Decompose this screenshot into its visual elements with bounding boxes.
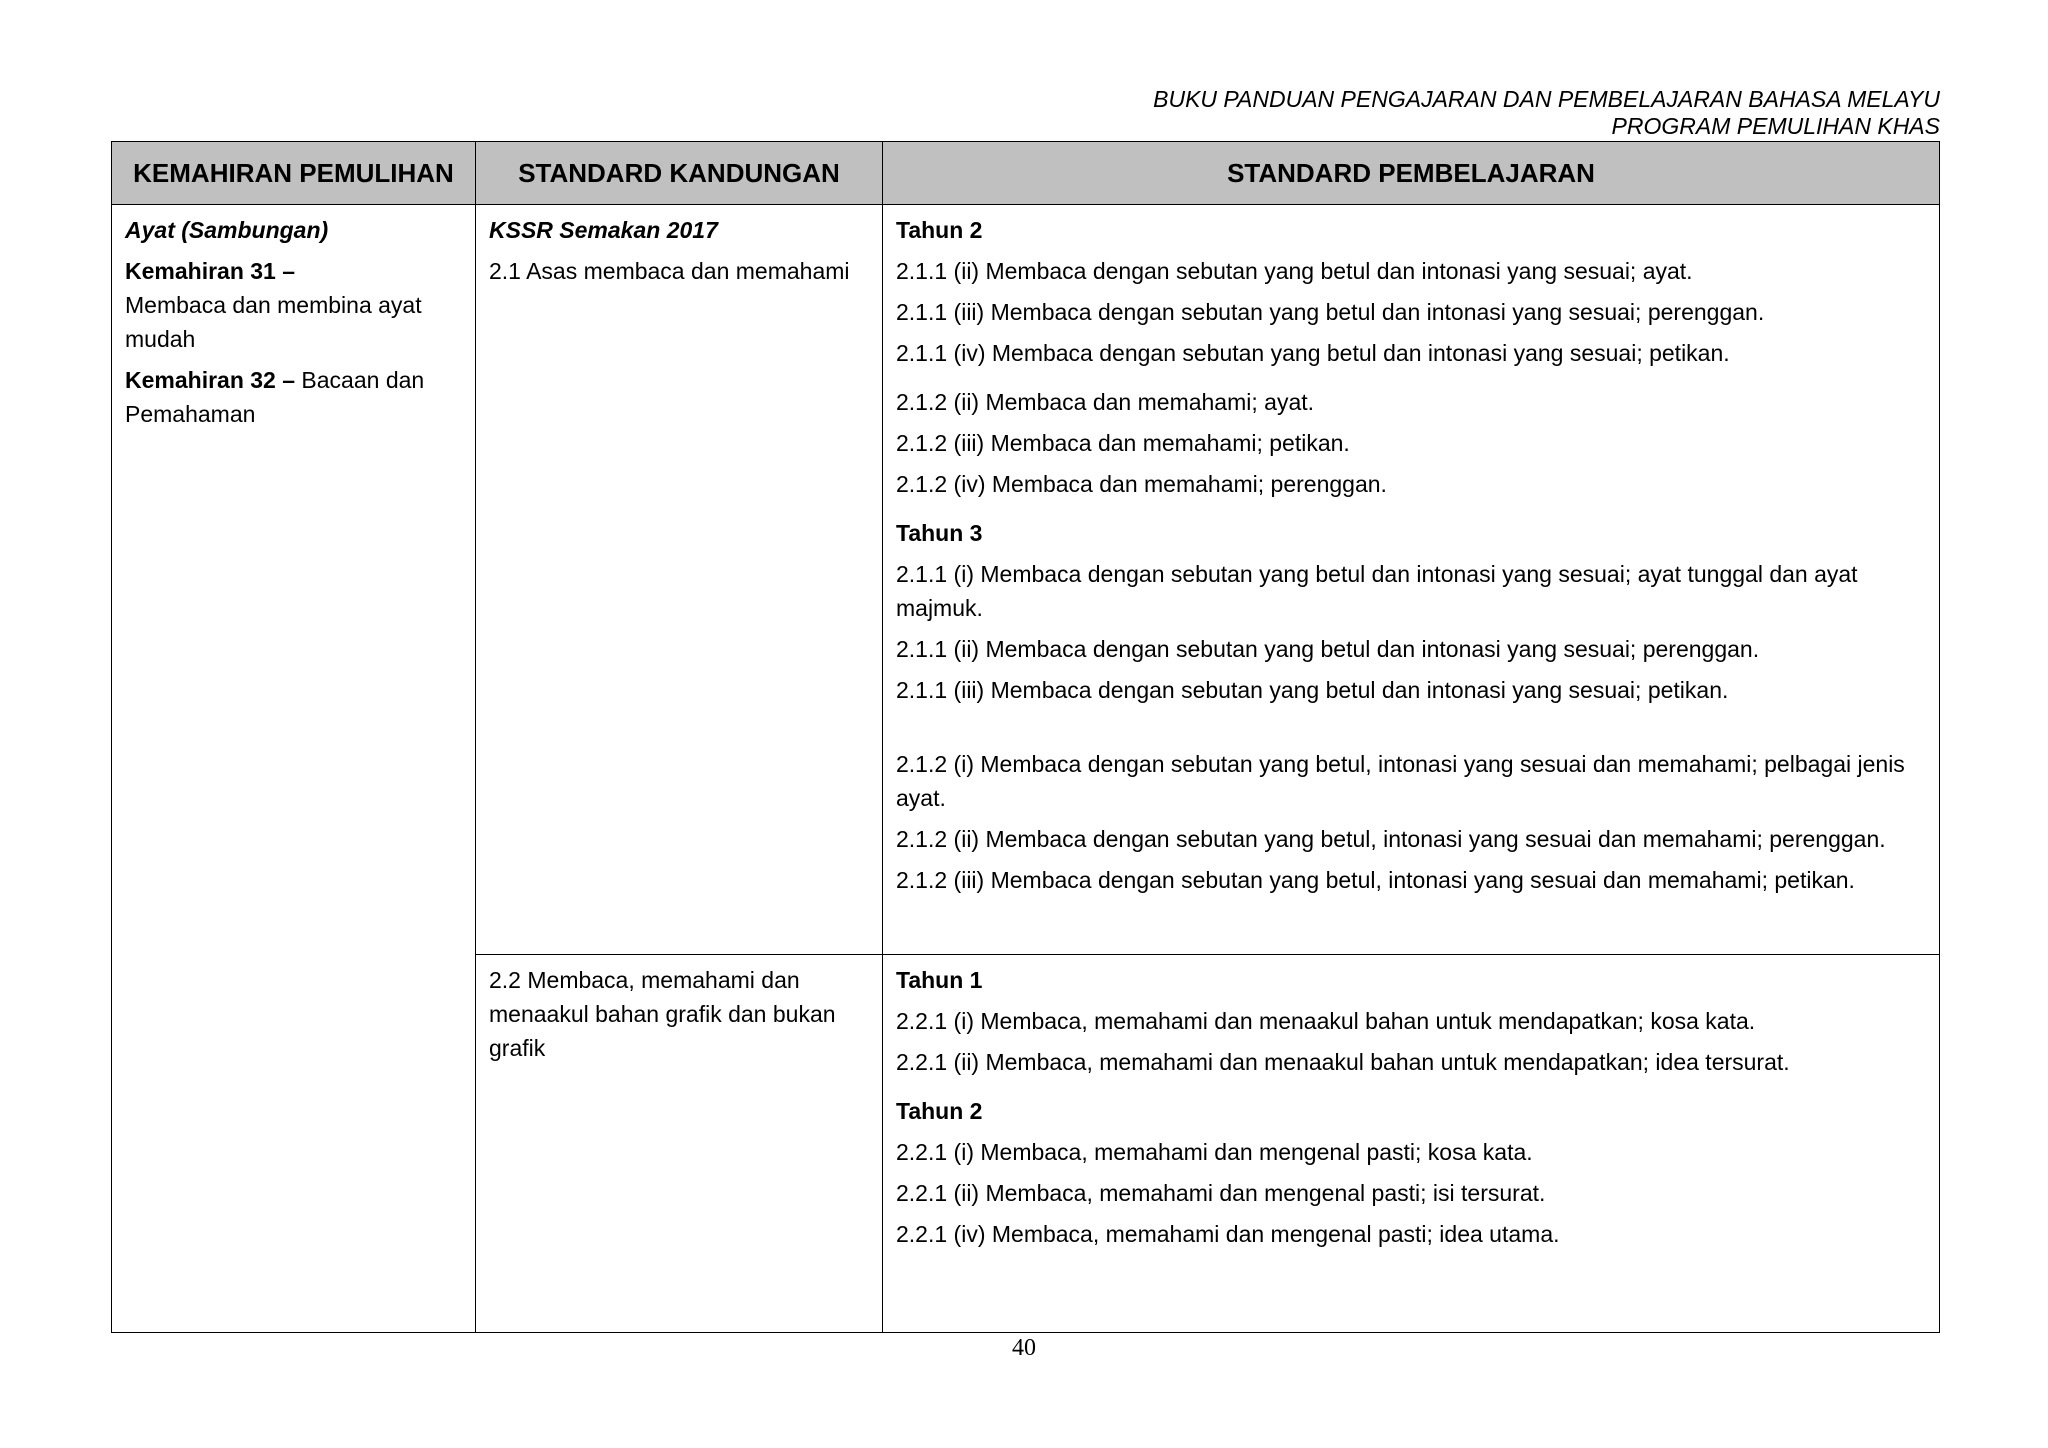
list-item: 2.1.1 (ii) Membaca dengan sebutan yang betul dan intonasi yang sesuai; ayat. — [896, 258, 1693, 284]
header-subtitle: PROGRAM PEMULIHAN KHAS — [1611, 113, 1940, 139]
page-number: 40 — [1012, 1335, 1036, 1361]
year-label: Tahun 2 — [896, 217, 983, 243]
year-label: Tahun 3 — [896, 520, 983, 546]
table-header-row — [112, 142, 1940, 205]
kemahiran-31-text: Membaca dan membina ayat mudah — [125, 292, 422, 352]
list-item: 2.1.2 (ii) Membaca dan memahami; ayat. — [896, 389, 1315, 415]
year-label: Tahun 1 — [896, 967, 983, 993]
kemahiran-31-label: Kemahiran 31 – — [125, 258, 296, 284]
kandungan-text: 2.2 Membaca, memahami dan menaakul bahan grafik dan bukan grafik — [489, 967, 836, 1061]
list-item: 2.2.1 (i) Membaca, memahami dan mengenal pasti; kosa kata. — [896, 1139, 1533, 1165]
list-item: 2.1.2 (ii) Membaca dengan sebutan yang betul, intonasi yang sesuai dan memahami; perenggan. — [896, 826, 1886, 852]
list-item: 2.2.1 (ii) Membaca, memahami dan mengenal pasti; isi tersurat. — [896, 1180, 1546, 1206]
pembelajaran-cell — [883, 205, 1940, 955]
kemahiran-cell — [112, 205, 476, 1333]
standard-group — [896, 747, 1926, 897]
list-item: 2.1.2 (i) Membaca dengan sebutan yang betul, intonasi yang sesuai dan memahami; pelbagai jenis ayat. — [896, 751, 1905, 811]
kemahiran-title: Ayat (Sambungan) — [125, 217, 329, 243]
list-item: 2.2.1 (ii) Membaca, memahami dan menaakul bahan untuk mendapatkan; idea tersurat. — [896, 1049, 1790, 1075]
list-item: 2.2.1 (i) Membaca, memahami dan menaakul bahan untuk mendapatkan; kosa kata. — [896, 1008, 1756, 1034]
header-title: BUKU PANDUAN PENGAJARAN DAN PEMBELAJARAN BAHASA MELAYU — [1153, 86, 1940, 112]
standard-group — [896, 385, 1926, 501]
standard-group — [896, 557, 1926, 707]
standard-group — [896, 254, 1926, 370]
list-item: 2.1.1 (iii) Membaca dengan sebutan yang betul dan intonasi yang sesuai; petikan. — [896, 677, 1729, 703]
column-header-kemahiran: KEMAHIRAN PEMULIHAN — [112, 142, 476, 205]
list-item: 2.1.2 (iii) Membaca dengan sebutan yang betul, intonasi yang sesuai dan memahami; petikan. — [896, 867, 1855, 893]
kemahiran-31 — [125, 254, 462, 356]
kandungan-text: 2.1 Asas membaca dan memahami — [489, 258, 850, 284]
standard-group — [896, 1135, 1926, 1251]
list-item: 2.2.1 (iv) Membaca, memahami dan mengenal pasti; idea utama. — [896, 1221, 1560, 1247]
list-item: 2.1.1 (iii) Membaca dengan sebutan yang betul dan intonasi yang sesuai; perenggan. — [896, 299, 1765, 325]
kandungan-cell — [476, 205, 883, 955]
kemahiran-32-text: Bacaan dan Pemahaman — [125, 367, 425, 427]
kemahiran-32-label: Kemahiran 32 – — [125, 367, 296, 393]
list-item: 2.1.2 (iii) Membaca dan memahami; petikan. — [896, 430, 1350, 456]
list-item: 2.1.2 (iv) Membaca dan memahami; perenggan. — [896, 471, 1387, 497]
year-label: Tahun 2 — [896, 1098, 983, 1124]
table-row — [112, 205, 1940, 955]
list-item: 2.1.1 (ii) Membaca dengan sebutan yang betul dan intonasi yang sesuai; perenggan. — [896, 636, 1760, 662]
kemahiran-32 — [125, 363, 462, 431]
curriculum-table — [111, 141, 1940, 1333]
list-item: 2.1.1 (i) Membaca dengan sebutan yang betul dan intonasi yang sesuai; ayat tunggal dan ayat majmuk. — [896, 561, 1858, 621]
kandungan-cell — [476, 955, 883, 1333]
pembelajaran-cell — [883, 955, 1940, 1333]
document-header — [1153, 86, 1940, 140]
list-item: 2.1.1 (iv) Membaca dengan sebutan yang betul dan intonasi yang sesuai; petikan. — [896, 340, 1730, 366]
column-header-kandungan: STANDARD KANDUNGAN — [476, 142, 883, 205]
column-header-pembelajaran: STANDARD PEMBELAJARAN — [883, 142, 1940, 205]
kandungan-title: KSSR Semakan 2017 — [489, 217, 718, 243]
standard-group — [896, 1004, 1926, 1079]
